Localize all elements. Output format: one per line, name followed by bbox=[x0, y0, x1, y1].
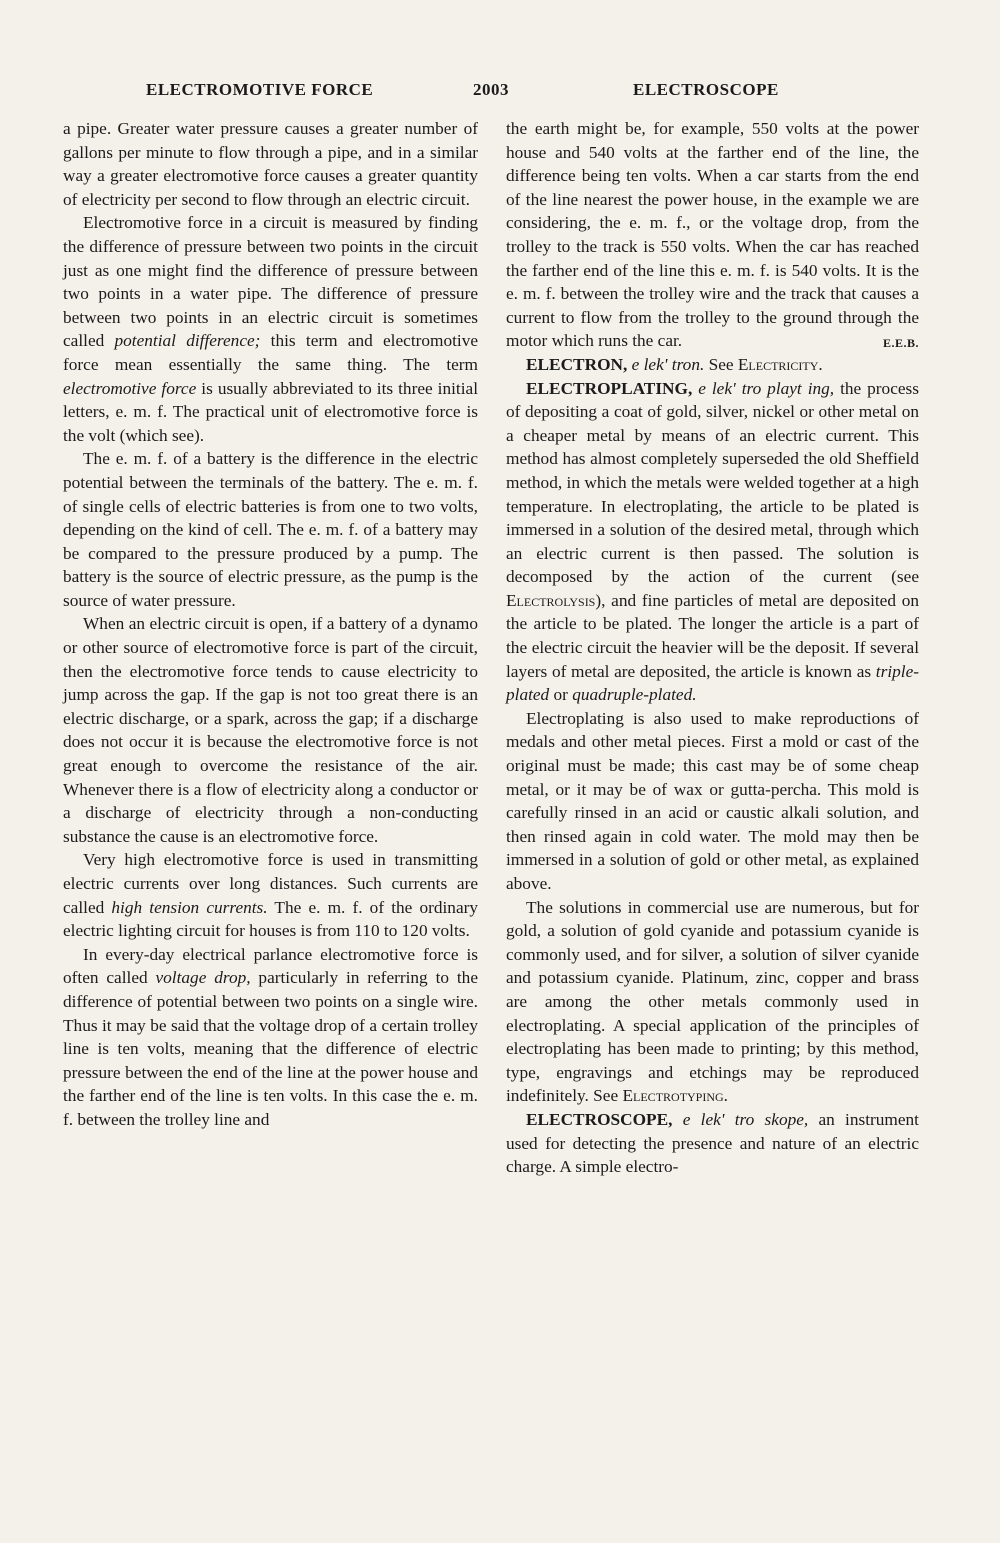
text-run: quadruple-plated. bbox=[572, 685, 697, 705]
cross-reference: Electrolysis bbox=[506, 590, 596, 610]
paragraph bbox=[506, 1108, 919, 1179]
paragraph bbox=[63, 211, 478, 447]
text-run: electromotive force bbox=[63, 378, 197, 398]
text-run: this term and electromotive force mean essentially the same thing. The term bbox=[63, 331, 479, 374]
cross-reference: Electrotyping. bbox=[622, 1086, 729, 1106]
left-column bbox=[63, 117, 478, 1132]
paragraph bbox=[63, 117, 478, 211]
paragraph bbox=[63, 848, 478, 942]
text-run: The e. m. f. of a battery is the difference in the electric potential between the terminals of the battery. The e. m. f. of single cells of electric batteries is from one to two volts, depending on the kind of cell. The e. m. f. of a battery may be compared to the pressure produced by a pump. The battery is the source of electric pressure, as the pump is the source of water pressure. bbox=[63, 449, 478, 610]
text-run bbox=[672, 1110, 682, 1129]
page-number: 2003 bbox=[473, 80, 509, 99]
paragraph bbox=[63, 943, 478, 1132]
text-run: e lek' tro playt ing, bbox=[698, 378, 835, 398]
text-run: particularly in referring to the difference of potential between two points on a single wire. Thus it may be said that the voltage drop of a certain trolley line is ten volts, meaning that the difference of electric pressure between the end of the line at the power house and the farther end of the line is ten volts. In this case the e. m. f. between the trolley line and bbox=[63, 968, 478, 1129]
text-run: or bbox=[549, 685, 573, 705]
entry-headword: ELECTROSCOPE, bbox=[526, 1109, 673, 1129]
text-run: Electroplating is also used to make reproductions of medals and other metal pieces. First a mold or cast of the original must be made; this cast may be of some cheap metal, or it may be of wax or gutta-percha. This mold is carefully rinsed in an acid or caustic alkali solution, and then rinsed again in cold water. The mold may then be immersed in a solution of gold or other metal, as explained above. bbox=[506, 708, 919, 893]
text-run: ), and fine particles of metal are deposited on the article to be plated. The longer the article is a part of the electric circuit the heavier will be the deposit. If several layers of metal are deposited, the article is known as bbox=[506, 590, 919, 681]
text-run: the earth might be, for example, 550 volts at the power house and 540 volts at the farther end of the line, the difference being ten volts. When a car starts from the end of the line nearest the power house, in the example we are considering, the e. m. f., or the voltage drop, from the trolley to the track is 550 volts. When the car has reached the farther end of the line this e. m. f. is 540 volts. It is the e. m. f. between the trolley wire and the track that causes a current to flow from the trolley to the ground through the motor which runs the car. bbox=[506, 119, 919, 351]
paragraph bbox=[506, 896, 919, 1108]
text-run: See bbox=[704, 354, 738, 374]
text-run: voltage drop, bbox=[155, 968, 251, 988]
header-left-title: ELECTROMOTIVE FORCE bbox=[146, 80, 374, 99]
paragraph bbox=[506, 117, 919, 353]
text-run: a pipe. Greater water pressure causes a greater number of gallons per minute to flow through a pipe, and in a similar way a greater electromotive force causes a greater quantity of electricity per second to flow through an electric circuit. bbox=[63, 119, 478, 209]
text-run: triple-plated bbox=[506, 661, 919, 705]
author-initials: E.E.B. bbox=[882, 336, 919, 351]
paragraph bbox=[63, 447, 478, 612]
text-run: Electromotive force in a circuit is measured by finding the difference of pressure between two points in the circuit just as one might find the difference of pressure between two points in a water pipe. The difference of pressure between two points in an electric circuit is sometimes called bbox=[63, 213, 478, 351]
text-run: The solutions in commercial use are numerous, but for gold, a solution of gold cyanide and potassium cyanide is commonly used, and for silver, a solution of silver cyanide and potassium cyanide. Platinum, zinc, copper and brass are among the other metals commonly used in electroplating. A special application of the principles of electroplating has been made to printing; by this method, type, engravings and etchings may be reproduced indefinitely. See bbox=[506, 897, 919, 1106]
text-run: In every-day electrical parlance electromotive force is often called bbox=[63, 944, 478, 988]
cross-reference: Electricity. bbox=[737, 354, 823, 374]
paragraph bbox=[506, 353, 919, 377]
text-run: potential difference; bbox=[114, 331, 261, 351]
text-run: Very high electromotive force is used in transmitting electric currents over long distances. Such currents are called bbox=[63, 850, 478, 917]
text-run: an instrument used for detecting the presence and nature of an electric charge. A simple electro- bbox=[506, 1109, 919, 1177]
text-run: When an electric circuit is open, if a battery of a dynamo or other source of electromotive force is part of the circuit, then the electromotive force tends to cause electricity to jump across the gap. If the gap is not too great there is an electric discharge, or a spark, across the gap; if a discharge does not occur it is because the electromotive force is not great enough to overcome the resistance of the air. Whenever there is a flow of electricity along a conductor or a discharge of electricity through a non-conducting substance the cause is an electromotive force. bbox=[63, 614, 478, 846]
entry-headword: ELECTROPLATING, bbox=[526, 378, 693, 398]
paragraph bbox=[506, 377, 919, 707]
text-run: is usually abbreviated to its three initial letters, e. m. f. The practical unit of electromotive force is the volt (which see). bbox=[63, 378, 478, 445]
text-run: high tension currents. bbox=[111, 897, 268, 917]
entry-headword: ELECTRON, bbox=[526, 354, 628, 374]
text-run: the process of depositing a coat of gold, silver, nickel or other metal on a cheaper metal by means of an electric current. This method has almost completely superseded the old Sheffield method, in which the metals were welded together at a high temperature. In electroplating, the article to be plated is immersed in a solution of the desired metal, through which an electric current is then passed. The solution is decomposed by the action of the current (see bbox=[506, 378, 919, 587]
right-column bbox=[506, 117, 919, 1179]
text-run: The e. m. f. of the ordinary electric lighting circuit for houses is from 110 to 120 volts. bbox=[63, 897, 479, 941]
paragraph bbox=[506, 707, 919, 896]
text-run: e lek' tro skope, bbox=[682, 1109, 809, 1129]
header-right-title: ELECTROSCOPE bbox=[633, 80, 779, 99]
paragraph bbox=[63, 612, 478, 848]
running-header bbox=[0, 80, 1000, 106]
text-run: e lek' tron. bbox=[631, 354, 705, 374]
